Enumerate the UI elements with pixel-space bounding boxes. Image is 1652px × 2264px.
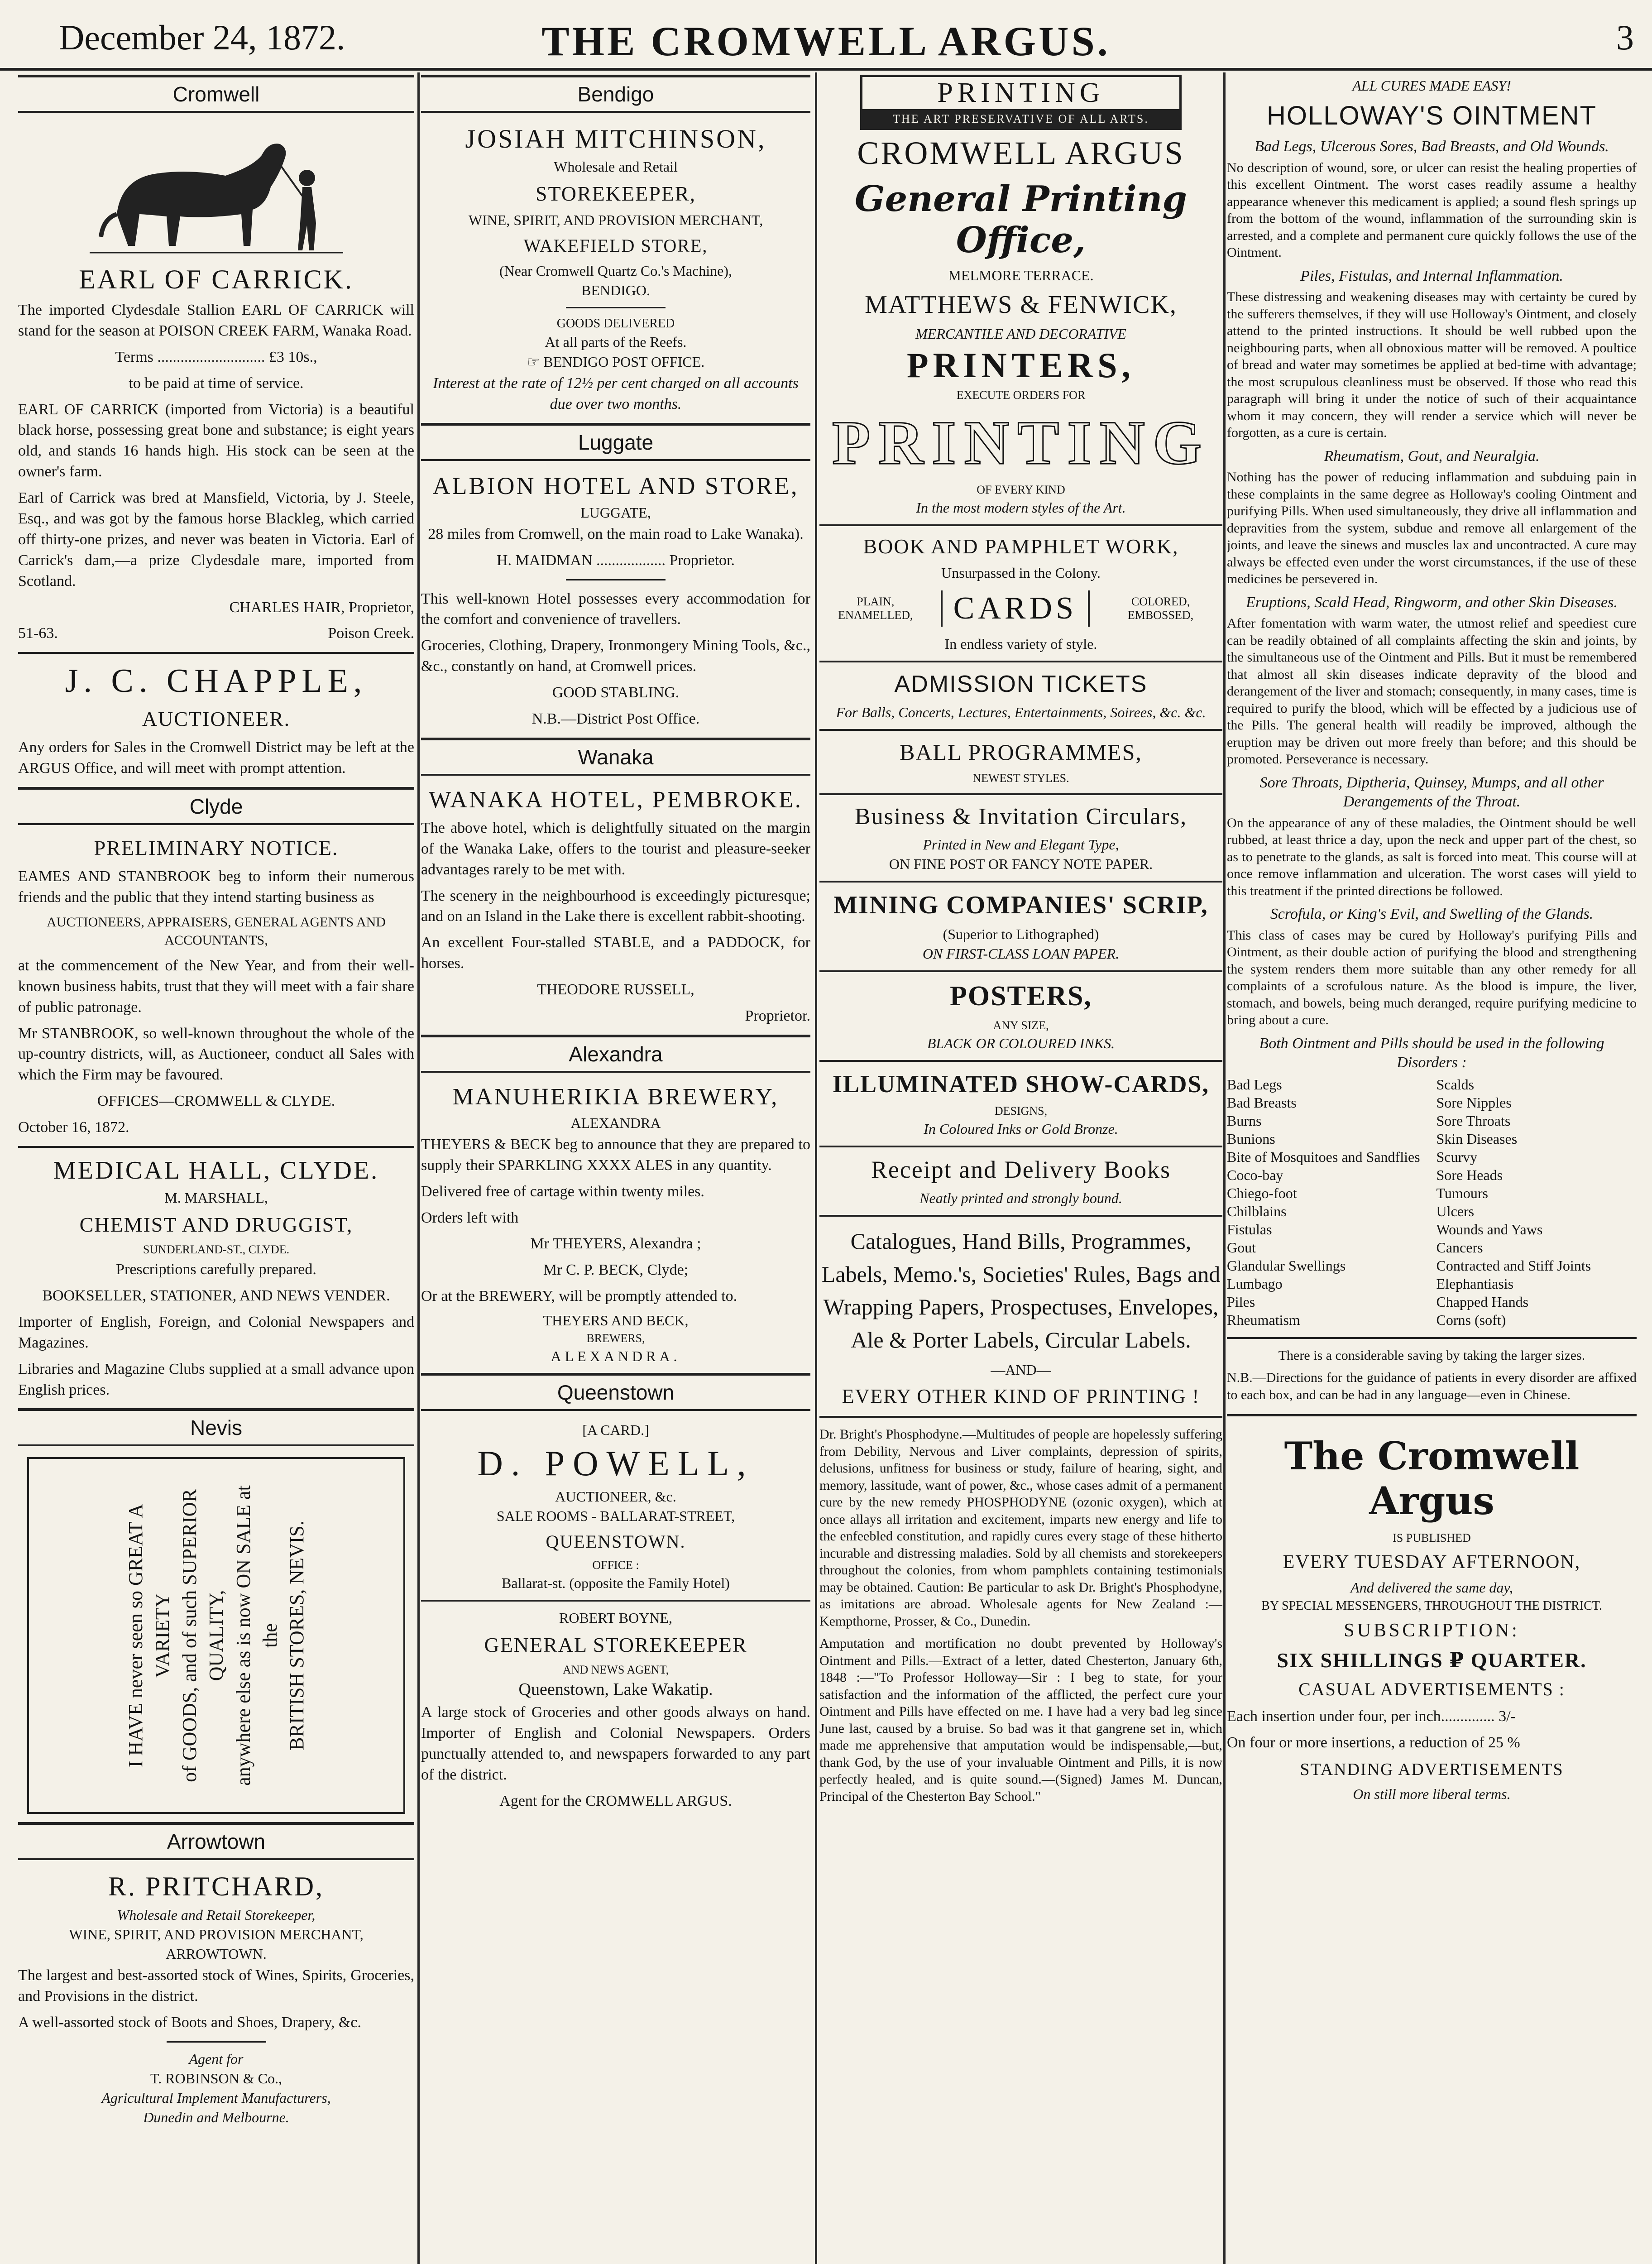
firm-name: MATTHEWS & FENWICK, bbox=[865, 291, 1177, 319]
disease-item: Sore Heads bbox=[1436, 1166, 1503, 1183]
heading-legs: Bad Legs, Ulcerous Sores, Bad Breasts, and Old Wounds. bbox=[1255, 138, 1609, 155]
issue-date: December 24, 1872. bbox=[59, 18, 345, 57]
posters: POSTERS, bbox=[949, 981, 1092, 1012]
business-circulars: Business & Invitation Circulars, bbox=[854, 804, 1188, 830]
printing-banner bbox=[860, 75, 1182, 130]
pointing-hand-icon: ☞ bbox=[527, 354, 544, 370]
disease-item: Tumours bbox=[1436, 1185, 1488, 1201]
divider bbox=[1227, 1337, 1637, 1339]
brewery-signature: THEYERS AND BECK, bbox=[543, 1312, 689, 1329]
section-header-luggate: Luggate bbox=[421, 423, 810, 461]
brewery-text-1: THEYERS & BECK beg to announce that they are prepared to supply their SPARKLING XXXX ALES in any quantity. bbox=[421, 1136, 810, 1174]
newspaper-title: THE CROMWELL ARGUS. bbox=[541, 18, 1111, 64]
amputation-notice: Amputation and mortification no doubt prevented by Holloway's Ointment and Pills.—Extract of a letter, dated Chesterton, January 6th, 1848 :—"To Professor Holloway—Sir : I beg to state, for your satisfaction and the information of the afflicted, the perfect cure your Ointment and Pills have effected on me. I have had a very bad leg since June last, caused by a bruise. So bad was it that gangrene set in, which made me apprehensive that amputation would be indispensable,—but, thank God, by the use of your invaluable Ointment and Pills, it is now perfectly healed, and is quite sound.—(Signed) James M. Duncan, Principal of the Chesterton Bay School." bbox=[819, 1636, 1222, 1804]
brewery-text-2: Delivered free of cartage within twenty miles. bbox=[421, 1183, 704, 1200]
medical-name: M. MARSHALL, bbox=[164, 1190, 268, 1206]
nevis-line-4: BRITISH STORES, NEVIS. bbox=[285, 1521, 308, 1751]
mining-scrip: MINING COMPANIES' SCRIP, bbox=[833, 891, 1208, 919]
clyde-text-1: EAMES AND STANBROOK beg to inform their numerous friends and the public that they intend starting business as bbox=[18, 868, 414, 906]
pritchard-name: R. PRITCHARD, bbox=[108, 1871, 325, 1902]
elegant-type: Printed in New and Elegant Type, bbox=[923, 836, 1119, 853]
clyde-notice: PRELIMINARY NOTICE. bbox=[94, 836, 339, 860]
disease-item: Bite of Mosquitoes and Sandflies bbox=[1227, 1148, 1420, 1165]
every-tuesday: EVERY TUESDAY AFTERNOON, bbox=[1283, 1552, 1581, 1573]
disease-item: Wounds and Yaws bbox=[1436, 1221, 1543, 1238]
boyne-town: Queenstown, Lake Wakatip. bbox=[518, 1680, 713, 1699]
admission-tickets: ADMISSION TICKETS bbox=[894, 671, 1148, 697]
endless-variety: In endless variety of style. bbox=[944, 636, 1097, 652]
holloway-title: HOLLOWAY'S OINTMENT bbox=[1266, 101, 1597, 130]
albion-proprietor: H. MAIDMAN .................. Proprietor. bbox=[496, 552, 735, 569]
disease-item: Glandular Swellings bbox=[1227, 1257, 1346, 1274]
brewery-order-1: Mr THEYERS, Alexandra ; bbox=[530, 1235, 701, 1252]
posters-size: ANY SIZE, bbox=[993, 1019, 1049, 1032]
section-header-cromwell: Cromwell bbox=[18, 75, 414, 113]
bendigo-line-2: STOREKEEPER, bbox=[535, 182, 696, 205]
larger-sizes: There is a considerable saving by taking the larger sizes. bbox=[1278, 1348, 1585, 1363]
divider bbox=[819, 1146, 1222, 1147]
medical-notices bbox=[819, 1426, 1222, 1805]
earl-text: The imported Clydesdale Stallion EARL OF CARRICK will stand for the season at POISON CREEK FARM, Wanaka Road. bbox=[18, 302, 414, 339]
agent-role: Agricultural Implement Manufacturers, bbox=[101, 2090, 331, 2106]
disease-item: Bad Legs bbox=[1227, 1076, 1282, 1093]
divider bbox=[819, 970, 1222, 972]
disease-item: Sore Nipples bbox=[1436, 1094, 1512, 1111]
disease-item: Coco-bay bbox=[1227, 1166, 1283, 1183]
show-designs: DESIGNS, bbox=[994, 1104, 1048, 1118]
boyne-text: A large stock of Groceries and other goods always on hand. Importer of English and Colonial Newspapers. Orders punctually attended to, and newspapers forwarded to any part of the district. bbox=[421, 1704, 810, 1783]
wanaka-name: WANAKA HOTEL, PEMBROKE. bbox=[429, 787, 803, 813]
albion-town: LUGGATE, bbox=[580, 504, 651, 521]
chapple-role: AUCTIONEER. bbox=[142, 707, 291, 731]
brewery-signature-3: ALEXANDRA. bbox=[551, 1348, 681, 1365]
agent-name: T. ROBINSON & Co., bbox=[150, 2070, 282, 2087]
nevis-line-1: I HAVE never seen so GREAT A VARIETY bbox=[124, 1504, 174, 1768]
wanaka-text-2: The scenery in the neighbourhood is exceedingly picturesque; and on an Island in the Lake there is excellent rabbit-shooting. bbox=[421, 887, 810, 925]
mitchinson-name: JOSIAH MITCHINSON, bbox=[465, 124, 766, 153]
agent-place: Dunedin and Melbourne. bbox=[143, 2109, 289, 2126]
section-header-nevis: Nevis bbox=[18, 1408, 414, 1446]
horse-illustration bbox=[90, 124, 343, 259]
albion-text-1: This well-known Hotel possesses every accommodation for the comfort and convenience of travellers. bbox=[421, 590, 810, 628]
pritchard-text-1: The largest and best-assorted stock of Wines, Spirits, Groceries, and Provisions in the district. bbox=[18, 1967, 414, 2005]
disease-item: Elephantiasis bbox=[1436, 1275, 1514, 1292]
albion-stabling: GOOD STABLING. bbox=[552, 684, 680, 701]
medical-text-2: Libraries and Magazine Clubs supplied at a small advance upon English prices. bbox=[18, 1360, 414, 1398]
column-1 bbox=[18, 75, 414, 2129]
divider bbox=[421, 1600, 810, 1602]
section-header-alexandra: Alexandra bbox=[421, 1035, 810, 1073]
pritchard-role-2: WINE, SPIRIT, AND PROVISION MERCHANT, bbox=[69, 1926, 364, 1943]
column-rule bbox=[417, 72, 420, 2264]
boyne-name: ROBERT BOYNE, bbox=[559, 1610, 672, 1626]
wanaka-text-1: The above hotel, which is delightfully situated on the margin of the Wanaka Lake, offers to the tourist and pleasure-seeker advantages rarely to be met with. bbox=[421, 819, 810, 878]
printing-heading: PRINTING bbox=[832, 408, 1210, 477]
earl-terms-2: to be paid at time of service. bbox=[129, 374, 304, 392]
divider bbox=[819, 1215, 1222, 1217]
nevis-line-2: of GOODS, and of such SUPERIOR QUALITY, bbox=[178, 1489, 227, 1783]
earl-pedigree: Earl of Carrick was bred at Mansfield, Victoria, by J. Steele, Esq., and was got by the famous horse Blackleg, which carried off thirty-one prizes, and never was beaten in Victoria. Earl of Carrick's dam,—a prize Clydesdale mare, imported from Scotland. bbox=[18, 489, 414, 590]
and-separator: —AND— bbox=[991, 1362, 1051, 1378]
disease-item: Contracted and Stiff Joints bbox=[1436, 1257, 1591, 1274]
receipt-bound: Neatly printed and strongly bound. bbox=[919, 1190, 1122, 1206]
divider bbox=[819, 524, 1222, 526]
wanaka-signature-2: Proprietor. bbox=[745, 1007, 810, 1025]
nevis-line-3: anywhere else as is now ON SALE at the bbox=[232, 1485, 281, 1786]
delivered-same-day: And delivered the same day, bbox=[1350, 1579, 1513, 1596]
column-4 bbox=[1227, 75, 1637, 1805]
printing-office: General Printing Office, bbox=[855, 178, 1187, 261]
masthead bbox=[0, 0, 1652, 71]
disease-item: Corns (soft) bbox=[1436, 1311, 1506, 1328]
divider bbox=[819, 1060, 1222, 1062]
earl-terms: Terms ............................ £3 10s., bbox=[115, 348, 317, 365]
medical-heading: MEDICAL HALL, CLYDE. bbox=[53, 1156, 379, 1185]
brewery-order-2: Mr C. P. BECK, Clyde; bbox=[543, 1262, 689, 1279]
bendigo-line-3: WINE, SPIRIT, AND PROVISION MERCHANT, bbox=[468, 212, 763, 228]
catalogue-list: Catalogues, Hand Bills, Programmes, Labels, Memo.'s, Societies' Rules, Bags and Wrapping Papers, Prospectuses, Envelopes, Ale & Porter Labels, Circular Labels. bbox=[821, 1228, 1221, 1353]
earl-place: Poison Creek. bbox=[328, 625, 414, 642]
disease-item: Chilblains bbox=[1227, 1203, 1287, 1219]
pritchard-town: ARROWTOWN. bbox=[166, 1946, 267, 1962]
albion-name: ALBION HOTEL AND STORE, bbox=[432, 472, 799, 499]
argus-blackletter-title: The Cromwell Argus bbox=[1284, 1434, 1580, 1523]
cards-right: COLORED, EMBOSSED, bbox=[1127, 595, 1194, 622]
casual-rate-2: On four or more insertions, a reduction of 25 % bbox=[1227, 1734, 1520, 1751]
heading-throats: Sore Throats, Diptheria, Quinsey, Mumps, and all other Derangements of the Throat. bbox=[1259, 774, 1604, 810]
short-rule bbox=[566, 579, 666, 580]
heading-disorders: Both Ointment and Pills should be used in the following Disorders : bbox=[1259, 1035, 1604, 1071]
disease-item: Ulcers bbox=[1436, 1203, 1475, 1219]
cards-block bbox=[819, 590, 1222, 627]
text-piles: These distressing and weakening diseases may with certainty be cured by the sufferers themselves, if they will use Holloway's Ointment, and closely attend to the printed instructions. It should be well rubbed upon the neighbouring parts, when all obnoxious matter will be removed. A poultice of bread and water may sometimes be applied at bed-time with advantage; the most scrupulous cleanliness must be observed. If those who read this paragraph will bring it under the notice of such of their acquaintance whom it may concern, they will render a service which will never be forgotten, as a cure is certain. bbox=[1227, 289, 1637, 440]
show-cards: ILLUMINATED SHOW-CARDS, bbox=[832, 1070, 1210, 1098]
column-3 bbox=[819, 75, 1222, 1810]
disease-item: Scurvy bbox=[1436, 1148, 1478, 1165]
albion-post: N.B.—District Post Office. bbox=[532, 710, 700, 728]
pritchard-role: Wholesale and Retail Storekeeper, bbox=[117, 1907, 316, 1923]
fine-post: ON FINE POST OR FANCY NOTE PAPER. bbox=[889, 856, 1153, 872]
unsurpassed: Unsurpassed in the Colony. bbox=[941, 565, 1101, 581]
clyde-text-2: at the commencement of the New Year, and from their well-known business habits, trust that they will meet with a fair share of public patronage. bbox=[18, 957, 414, 1016]
modern-styles: In the most modern styles of the Art. bbox=[916, 499, 1126, 516]
admission-details: For Balls, Concerts, Lectures, Entertainments, Soirees, &c. &c. bbox=[836, 704, 1206, 720]
bendigo-line-4: WAKEFIELD STORE, bbox=[523, 235, 708, 256]
nevis-rotated-text bbox=[122, 1473, 311, 1799]
chapple-text: Any orders for Sales in the Cromwell District may be left at the ARGUS Office, and will meet with prompt attention. bbox=[18, 739, 414, 777]
brewery-text-3: Orders left with bbox=[421, 1209, 519, 1226]
medical-role: CHEMIST AND DRUGGIST, bbox=[79, 1213, 353, 1237]
casual-ads: CASUAL ADVERTISEMENTS : bbox=[1298, 1679, 1565, 1699]
scrip-superior: (Superior to Lithographed) bbox=[943, 926, 1099, 942]
divider bbox=[18, 1146, 414, 1148]
divider bbox=[819, 881, 1222, 883]
pritchard-text-2: A well-assorted stock of Boots and Shoes, Drapery, &c. bbox=[18, 2014, 361, 2031]
disease-item: Chiego-foot bbox=[1227, 1185, 1297, 1201]
section-header-clyde: Clyde bbox=[18, 787, 414, 825]
text-eruptions: After fomentation with warm water, the utmost relief and speediest cure can be readily obtained of all complaints affecting the skin and joints, by the simultaneous use of the Ointment and Pills. But it must be remembered that almost all skin diseases indicate depravity of the blood and derangement of the liver and stomach; consequently, in many cases, time is required to purify the blood, which will be effected by a judicious use of the Pills. The general health will readily be improved, although the eruption may be driven out more freely than before; and this should be promoted. Perseverance is necessary. bbox=[1227, 616, 1637, 767]
earl-heading: EARL OF CARRICK. bbox=[79, 264, 354, 294]
terrace: MELMORE TERRACE. bbox=[948, 267, 1094, 283]
heading-rheumatism: Rheumatism, Gout, and Neuralgia. bbox=[1324, 447, 1540, 465]
earl-signature: CHARLES HAIR, Proprietor, bbox=[229, 599, 414, 616]
clyde-trades: AUCTIONEERS, APPRAISERS, GENERAL AGENTS AND ACCOUNTANTS, bbox=[47, 914, 386, 948]
divider bbox=[819, 1416, 1222, 1418]
bendigo-line-7: GOODS DELIVERED bbox=[556, 317, 675, 331]
medical-text-1: Importer of English, Foreign, and Colonial Newspapers and Magazines. bbox=[18, 1313, 414, 1351]
divider bbox=[819, 793, 1222, 795]
bendigo-line-1: Wholesale and Retail bbox=[554, 158, 678, 175]
powell-card: [A CARD.] bbox=[582, 1422, 649, 1439]
heading-eruptions: Eruptions, Scald Head, Ringworm, and other Skin Diseases. bbox=[1246, 594, 1618, 611]
section-header-arrowtown: Arrowtown bbox=[18, 1822, 414, 1860]
argus-heading: CROMWELL ARGUS bbox=[857, 135, 1185, 171]
medical-rx: Prescriptions carefully prepared. bbox=[116, 1261, 316, 1278]
every-other-kind: EVERY OTHER KIND OF PRINTING ! bbox=[842, 1385, 1200, 1407]
column-rule bbox=[815, 72, 817, 2264]
wanaka-signature: THEODORE RUSSELL, bbox=[537, 981, 694, 998]
directions-note: N.B.—Directions for the guidance of patients in every disorder are affixed to each box, and can be had in any language—even in Chinese. bbox=[1227, 1370, 1637, 1402]
nevis-ad bbox=[27, 1457, 405, 1814]
text-scrofula: This class of cases may be cured by Holloway's purifying Pills and Ointment, as their double action of purifying the blood and strengthening the system renders them more suitable than any other remedy for all complaints of a scrofulous nature. As the blood is impure, the liver, stomach, and bowels, being much deranged, require purifying medicine to bring about a cure. bbox=[1227, 927, 1637, 1027]
powell-role: AUCTIONEER, &c. bbox=[555, 1488, 676, 1505]
brewery-signature-2: BREWERS, bbox=[586, 1332, 645, 1345]
clyde-text-3: Mr STANBROOK, so well-known throughout the whole of the up-country districts, will, as Auctioneer, conduct all Sales with which the Firm may be favoured. bbox=[18, 1025, 414, 1084]
divider bbox=[819, 661, 1222, 662]
standing-ads: STANDING ADVERTISEMENTS bbox=[1300, 1760, 1564, 1779]
show-inks: In Coloured Inks or Gold Bronze. bbox=[924, 1121, 1118, 1137]
heading-scrofula: Scrofula, or King's Evil, and Swelling of the Glands. bbox=[1270, 906, 1594, 922]
text-legs: No description of wound, sore, or ulcer can resist the healing properties of this excellent Ointment. The worst cases readily assume a healthy appearance whenever this medicament is applied; a sound flesh springs up from the bottom of the wound, inflammation of the surrounding skin is arrested, and a complete and permanent cure quickly follows the use of the Ointment. bbox=[1227, 160, 1637, 260]
every-kind: OF EVERY KIND bbox=[977, 483, 1065, 496]
wanaka-text-3: An excellent Four-stalled STABLE, and a PADDOCK, for horses. bbox=[421, 934, 810, 972]
powell-office: OFFICE : bbox=[592, 1559, 639, 1572]
chapple-name: J. C. CHAPPLE, bbox=[65, 662, 368, 700]
posters-inks: BLACK OR COLOURED INKS. bbox=[927, 1035, 1115, 1051]
bendigo-line-5: (Near Cromwell Quartz Co.'s Machine), bbox=[499, 263, 733, 279]
holloway-body bbox=[1227, 137, 1637, 1403]
powell-rooms: SALE ROOMS - BALLARAT-STREET, bbox=[496, 1508, 735, 1525]
disease-item: Bunions bbox=[1227, 1130, 1275, 1147]
section-header-bendigo: Bendigo bbox=[421, 75, 810, 113]
scrip-paper: ON FIRST-CLASS LOAN PAPER. bbox=[922, 945, 1120, 962]
brewery-name: MANUHERIKIA BREWERY, bbox=[452, 1084, 779, 1110]
disease-list bbox=[1227, 1075, 1637, 1329]
all-cures: ALL CURES MADE EASY! bbox=[1352, 77, 1511, 94]
ad-number: 51-63. bbox=[18, 625, 58, 642]
boyne-agent: Agent for the CROMWELL ARGUS. bbox=[499, 1792, 732, 1809]
section-header-wanaka: Wanaka bbox=[421, 738, 810, 776]
book-work: BOOK AND PAMPHLET WORK, bbox=[863, 535, 1179, 558]
mercantile-decorative: MERCANTILE AND DECORATIVE bbox=[915, 326, 1126, 342]
bendigo-line-8: At all parts of the Reefs. bbox=[545, 334, 687, 350]
page-number: 3 bbox=[1616, 18, 1634, 57]
cards-label: CARDS bbox=[941, 590, 1090, 627]
execute-orders: EXECUTE ORDERS FOR bbox=[956, 389, 1086, 402]
disease-item: Chapped Hands bbox=[1436, 1293, 1529, 1310]
boyne-role: GENERAL STOREKEEPER bbox=[484, 1633, 747, 1657]
disease-item: Rheumatism bbox=[1227, 1311, 1300, 1328]
printers-heading: PRINTERS, bbox=[907, 345, 1135, 385]
argus-notice bbox=[1227, 1414, 1637, 1803]
earl-description: EARL OF CARRICK (imported from Victoria) is a beautiful black horse, possessing great bone and substance; is eight years old, and stands 16 hands high. His stock can be seen at the owner's farm. bbox=[18, 401, 414, 480]
agent-label: Agent for bbox=[189, 2051, 244, 2067]
disease-item: Scalds bbox=[1436, 1076, 1475, 1093]
medical-books: BOOKSELLER, STATIONER, AND NEWS VENDER. bbox=[42, 1287, 390, 1304]
ball-programmes: BALL PROGRAMMES, bbox=[900, 739, 1142, 765]
brewery-text-4: Or at the BREWERY, will be promptly attended to. bbox=[421, 1288, 737, 1305]
disease-item: Fistulas bbox=[1227, 1221, 1272, 1238]
column-rule bbox=[1223, 72, 1226, 2264]
bendigo-interest: Interest at the rate of 12½ per cent charged on all accounts due over two months. bbox=[433, 375, 799, 413]
short-rule bbox=[566, 307, 666, 308]
disease-item: Burns bbox=[1227, 1112, 1262, 1129]
bendigo-line-6: BENDIGO. bbox=[581, 282, 650, 298]
receipt-books: Receipt and Delivery Books bbox=[871, 1156, 1171, 1183]
disease-item: Gout bbox=[1227, 1239, 1256, 1256]
disease-item: Skin Diseases bbox=[1436, 1130, 1518, 1147]
clyde-offices: OFFICES—CROMWELL & CLYDE. bbox=[97, 1093, 335, 1110]
bendigo-post: BENDIGO POST OFFICE. bbox=[543, 354, 705, 370]
casual-rate-1: Each insertion under four, per inch.............. 3/- bbox=[1227, 1708, 1516, 1725]
standing-terms: On still more liberal terms. bbox=[1353, 1785, 1511, 1802]
clyde-date: October 16, 1872. bbox=[18, 1119, 129, 1136]
cards-left: PLAIN, ENAMELLED, bbox=[838, 595, 913, 622]
earl-footer bbox=[18, 623, 414, 644]
powell-name: D. POWELL, bbox=[477, 1444, 754, 1483]
disease-item: Sore Throats bbox=[1436, 1112, 1511, 1129]
column-2 bbox=[421, 75, 810, 1817]
medical-street: SUNDERLAND-ST., CLYDE. bbox=[143, 1243, 290, 1257]
special-messengers: BY SPECIAL MESSENGERS, THROUGHOUT THE DISTRICT. bbox=[1261, 1599, 1602, 1613]
disease-item: Piles bbox=[1227, 1293, 1255, 1310]
powell-town: QUEENSTOWN. bbox=[546, 1531, 686, 1552]
divider bbox=[819, 729, 1222, 731]
disease-item: Bad Breasts bbox=[1227, 1094, 1297, 1111]
albion-location: 28 miles from Cromwell, on the main road to Lake Wanaka). bbox=[428, 525, 804, 542]
banner-motto: THE ART PRESERVATIVE OF ALL ARTS. bbox=[862, 110, 1179, 128]
powell-office-2: Ballarat-st. (opposite the Family Hotel) bbox=[502, 1575, 730, 1592]
banner-title: PRINTING bbox=[862, 77, 1179, 110]
bright-phosphodyne: Dr. Bright's Phosphodyne.—Multitudes of people are hopelessly suffering from Debility, Nervous and Liver complaints, depression of spirits, delusions, unfitness for business or study, failure of hearing, sight, and memory, lassitude, want of power, &c., whose cases admit of a permanent cure by the new remedy PHOSPHODYNE (ozonic oxygen), which at once allays all irritation and excitement, imparts new energy and life to the enfeebled constitution, and rapidly cures every stage of these hitherto incurable and distressing maladies. Sold by all chemists and storekeepers throughout the colonies, from whom pamphlets containing testimonials may be obtained. Caution: Be particular to ask Dr. Bright's Phosphodyne, as imitations are abroad. Wholesale agents for New Zealand :—Kempthorne, Prosser, & Co., Dunedin. bbox=[819, 1427, 1222, 1629]
albion-text-2: Groceries, Clothing, Drapery, Ironmongery Mining Tools, &c., &c., constantly on hand, at Cromwell prices. bbox=[421, 637, 810, 675]
subscription-price: SIX SHILLINGS ₽ QUARTER. bbox=[1277, 1649, 1587, 1672]
heading-piles: Piles, Fistulas, and Internal Inflammation. bbox=[1300, 267, 1563, 284]
disease-item: Lumbago bbox=[1227, 1275, 1283, 1292]
text-rheumatism: Nothing has the power of reducing inflammation and subduing pain in these complaints in the same degree as Holloway's cooling Ointment and purifying Pills. When used simultaneously, they drive all inflammation and depravities from the system, subdue and remove all enlargement of the joints, and leave the sinews and muscles lax and uncontracted. A cure may always be effected even under the worst circumstances, if the use of these medicines be persevered in. bbox=[1227, 470, 1637, 586]
section-header-queenstown: Queenstown bbox=[421, 1373, 810, 1411]
newest-styles: NEWEST STYLES. bbox=[972, 772, 1069, 785]
divider bbox=[18, 652, 414, 654]
text-throats: On the appearance of any of these maladies, the Ointment should be well rubbed, at least thrice a day, upon the neck and upper part of the chest, so as to penetrate to the glands, as salt is forced into meat. This course will at once remove inflammation and ulceration. The worst cases will yield to this treatment if the printed directions be followed. bbox=[1227, 815, 1637, 898]
disease-item: Cancers bbox=[1436, 1239, 1483, 1256]
bendigo-line-9 bbox=[421, 353, 810, 370]
brewery-town: ALEXANDRA bbox=[570, 1114, 661, 1131]
short-rule bbox=[167, 2041, 266, 2043]
is-published: IS PUBLISHED bbox=[1393, 1531, 1471, 1545]
subscription: SUBSCRIPTION: bbox=[1344, 1620, 1520, 1641]
boyne-role-2: AND NEWS AGENT, bbox=[562, 1663, 669, 1677]
